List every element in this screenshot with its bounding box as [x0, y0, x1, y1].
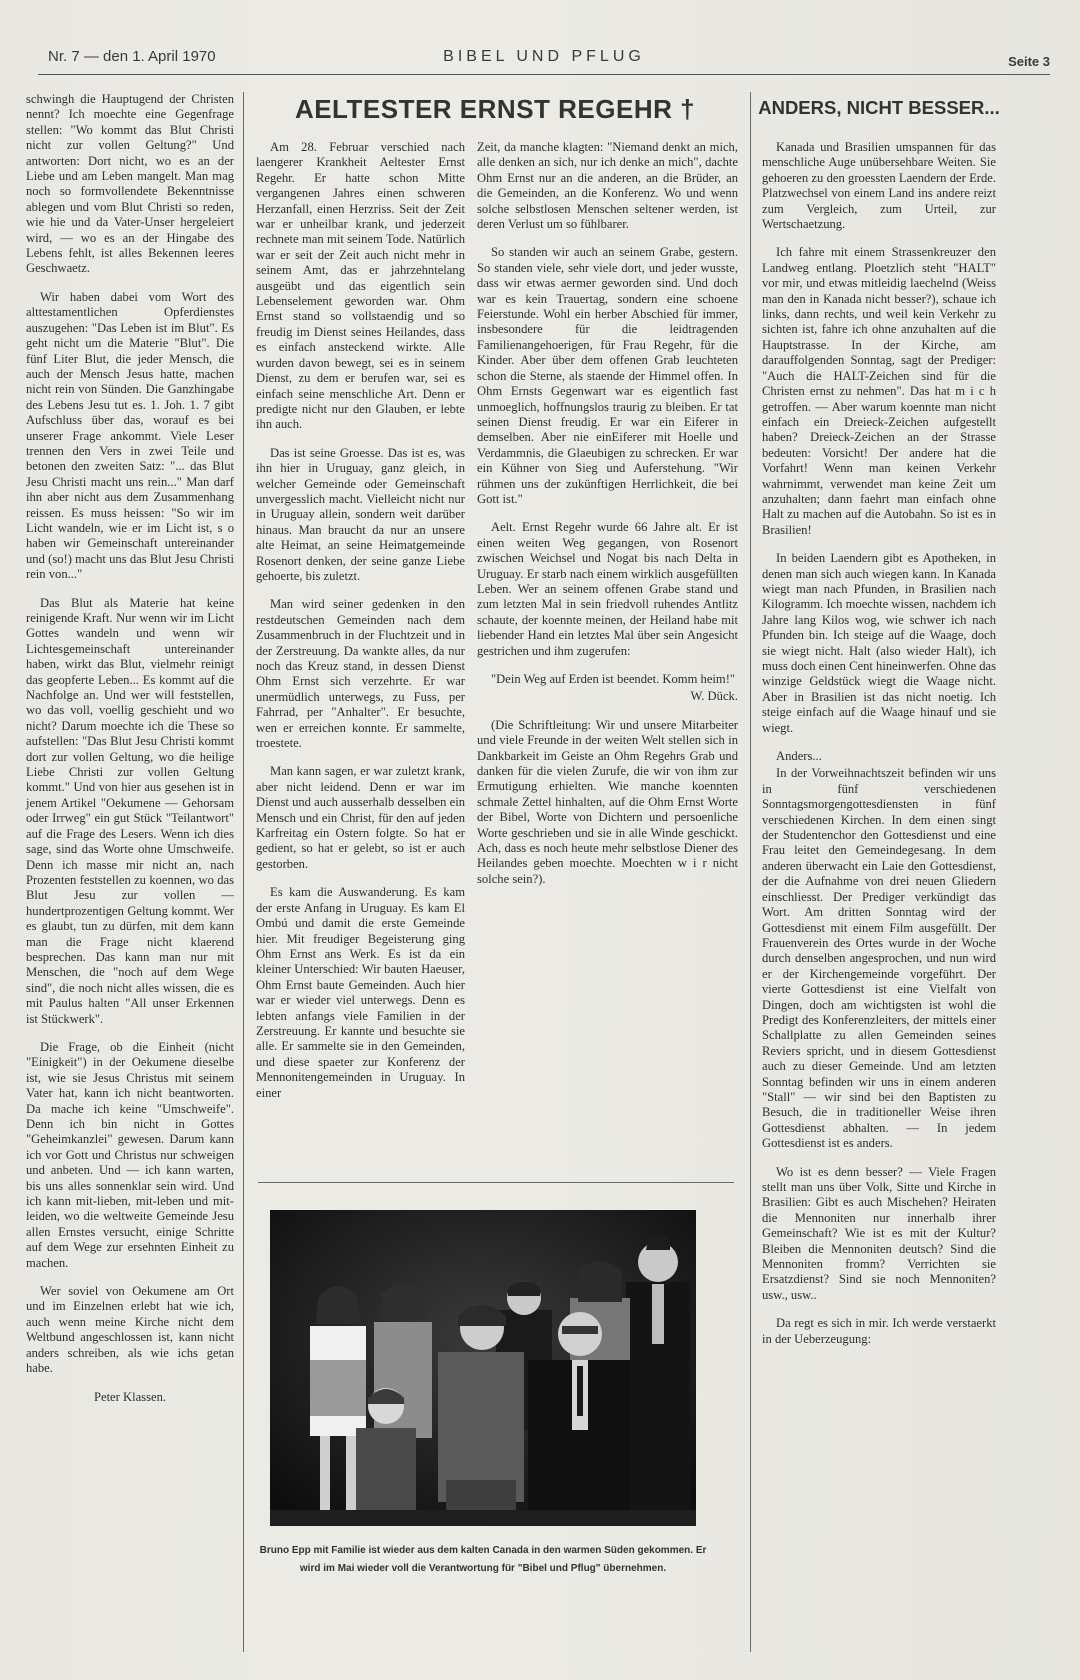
article-quote: "Dein Weg auf Erden ist beendet. Komm heim!" — [491, 672, 736, 686]
article-headline: AELTESTER ERNST REGEHR † — [294, 94, 696, 124]
article-paragraph: Wir haben dabei vom Wort des alttestamentlichen Opferdienstes auszugehen: "Das Leben ist im Blut". Es geht nicht um die Materie "Blut". Die fünf Liter Blut, die jeder Mensch, die auch der Mensch Jesus hatte, machen nicht rein von Sünden. Die Ganzhingabe des Lebens Jesu tut es. 1. Joh. 1. 7 gibt Aufschluss über das, worauf es bei unserer Frage ankommt. Viele Leser trennen den Vers in zwei Teile und betonen den zweiten Satz: "... das Blut Jesu Christi macht uns rein..." Man darf ihn aber nicht aus dem Zusammenhang reissen. Es muss heissen: "So wir im Licht wandeln, wie er im Licht ist, s o haben wir Gemeinschaft untereinander und (so!) macht uns das Blut Jesu Christi rein von..." — [26, 289, 234, 582]
article-paragraph: Da regt es sich in mir. Ich werde verstaerkt in der Ueberzeugung: — [762, 1316, 996, 1346]
column-divider — [243, 92, 244, 1652]
article-paragraph: Man wird seiner gedenken in den restdeutschen Gemeinden nach dem Zusammenbruch in der Fluchtzeit und in der Zerstreuung. Da wankte alles, da nur noch das Kreuz stand, in dessen Dienst Ohm Ernst sich verzehrte. Er war unermüdlich unterwegs, zu Fuss, per Fahrrad, per "Anhalter". Er besuchte, wen er erreichen konnte. Er sammelte, troestete. — [256, 597, 465, 751]
editor-note: (Die Schriftleitung: Wir und unsere Mitarbeiter und viele Freunde in der weiten Welt stellen sich in Dankbarkeit im Geiste an Ohm Regehrs Grab und danken für die vielen Zurufe, die wir von ihm zur Ermutigung erhielten. Wie manche koennten schmale Zettel hinhalten, auf die Ohm Ernst Worte der Bibel, Worte von Dichtern und persoenliche Worte geschrieben und sie in alle Winde geschickt. Ach, dass es noch heute mehr selbstlose Diener des Heilandes geben moechte. Moechten w i r nicht solche sein?). — [477, 717, 738, 886]
article-paragraph: So standen wir auch an seinem Grabe, gestern. So standen viele, sehr viele dort, und jeder wusste, dass wir etwas aermer geworden sind. Und doch war es kein Trauertag, sondern eine schoene Feierstunde. Wohl ein herber Abschied für immer, insbesondere für die leidtragenden Familienangehoerigen, für Frau Regehr, für die Kinder. Aber über dem offenen Grab leuchteten schon die Sterne, als staende der Himmel offen. In Ohm Ernsts Gegenwart war es eigentlich fast unmoeglich, hoffnungslos traurig zu bleiben. Er tat seinen Dienst freudig. Er war ein Eiferer in demselben. Aber nie einEiferer mit Hoelle und Verdammnis, die Glaeubigen zu schrecken. Er war ein Kühner von Sieg und Auferstehung. "Wir rühmen uns der zukünftigen Herrlichkeit, die bei Gott ist." — [477, 245, 738, 506]
column-1 — [26, 92, 234, 1418]
author-signature: W. Dück. — [690, 689, 738, 704]
article-paragraph: Ich fahre mit einem Strassenkreuzer den Landweg entlang. Ploetzlich steht "HALT" vor mir, und etwas mitleidig laechelnd (Weiss man den in Kanada nicht besser?), schaue ich links, dann rechts, und weil kein Verkehr zu sichten ist, fahre ich ohne anzuhalten auf die Hauptstrasse. In der Kirche, am darauffolgenden Sonntag, sagt der Prediger: "Auch die HALT-Zeichen sind für die Christen ernst zu nehmen". Das hat m i c h getroffen. — Aber warum koennte man nicht einfach ein Dreieck-Zeichen aufgestellt haben? Dreieck-Zeichen an der Strasse bedeuten: Vorsicht! Der andere hat die Vorfahrt! Wenn man keinen Verkehr wahrnimmt, verwendet man keine Zeit um anzuhalten; dann faehrt man einfach ohne Halt zu machen auf die Autobahn. So ist es in Brasilien! — [762, 245, 996, 537]
article-paragraph: In beiden Laendern gibt es Apotheken, in denen man sich auch wiegen kann. In Kanada wiegt man nach Pfunden, in Brasilien nach Kilogramm. Ich moechte wissen, nachdem ich Jahre lang Kilos wog, wie schwer ich nach Pfunden bin. Ich steige auf die Waage, doch sie wiegt nicht. Halt (also wieder Halt), ich muss doch einen Cent hineinwerfen. Ohne das winzige Geldstück wiegt die Waage nicht. Aber in Brasilien ist das nicht noetig. Ich steige einfach auf die Waage hinauf und sie wiegt. — [762, 551, 996, 735]
page-header — [38, 44, 1050, 75]
article-paragraph: Das ist seine Groesse. Das ist es, was ihn hier in Uruguay, ganz gleich, in welcher Gemeinde oder Gemeinschaft unvergesslich macht. Vielleicht nicht nur in Uruguay allein, sondern weit darüber hinaus. Man braucht da nur an unsere alte Heimat, an seine Heimatgemeinde Rosenort denken, der seine ganze Liebe gehoerte, bis zuletzt. — [256, 445, 465, 583]
family-photo — [270, 1210, 696, 1526]
column-4 — [762, 140, 996, 1360]
column-2 — [256, 140, 465, 1114]
article-paragraph: Aelt. Ernst Regehr wurde 66 Jahre alt. Er ist einen weiten Weg gegangen, von Rosenort zwischen Weichsel und Nogat bis nach Delta in Uruguay. Er starb nach einem wirklich ausgefüllten Leben. Wer an seinem offenen Grabe stand und zum letzten Mal in sein friedvoll ruhendes Antlitz schaute, der koennte meinen, der Heiland habe mit liebender Hand ein letztes Mal über sein Angesicht gestrichen und ihm zugerufen: — [477, 520, 738, 658]
author-signature: Peter Klassen. — [93, 1389, 167, 1404]
article-paragraph: Zeit, da manche klagten: "Niemand denkt an mich, alle denken an sich, nur ich denke an mich", dachte Ohm Ernst nur an die anderen, an die Brüder, an die Gemeinden, an die Konferenz. Wo und wenn solche selbstlosen Menschen seltener werden, ist deren Verlust um so fühlbarer. — [477, 140, 738, 232]
article-paragraph: schwingh die Hauptugend der Christen nennt? Ich moechte eine Gegenfrage stellen: "Wo kommt das Blut Christi nicht zur vollen Geltung?" Und antworten: Dort nicht, wo es an der Liebe und am Leben mangelt. Man mag noch so formvollendete Bekenntnisse ablegen und vom Blut Christi so reden, wie hie und da Vater-Unser hergeleiert wird, — wo es an der Hingabe des Lebens fehlt, ist alles Bekennen leeres Geschwaetz. — [26, 92, 234, 276]
article-paragraph: In der Vorweihnachtszeit befinden wir uns in fünf verschiedenen Sonntagsmorgengottesdiensten in fünf verschiedenen Kirchen. In dem einen singt der Studentenchor den Gottesdienst und eine Frau leitet den Gemeindegesang. In dem anderen überwacht ein Laie den Gottesdienst, der die Aufnahme von drei neuen Gliedern einschliesst. Der Prediger verkündigt das Wort. Am dritten Sonntag wird der Gottesdienst mit einem Film ausgefüllt. Der Frauenverein des Ortes wurde in der Woche durch denselben angesprochen, und nun wird er der Kirchengemeinde vorgeführt. Der vierte Gottesdienst ist eine Vielfalt von Dingen, doch am wichtigsten ist wohl die Predigt des Konferenzleiters, der mittels einer Schallplatte zu allen Gemeinden seines Reviers spricht, und in diesem Gottesdienst auch zu dieser Gemeinde. Und am letzten Sonntag befinden wir uns in einem anderen "Stall" — wir sind bei den Baptisten zu Besuch, die in traditioneller Weise ihren Gottesdienst abhalten. — In jedem Gottesdienst ist es anders. — [762, 766, 996, 1151]
page-number: Seite 3 — [1008, 54, 1050, 69]
article-paragraph: Es kam die Auswanderung. Es kam der erste Anfang in Uruguay. Es kam El Ombú und damit die erste Gemeinde hier. Mit freudiger Begeisterung ging Ohm Ernst ans Werk. Es ist da ein kleiner Unterschied: Wir bauten Haeuser, Ohm Ernst baute Gemeinden. Auch hier war er wieder viel unterwegs. Denn es lebten anfangs viele Familien in der Zerstreuung. Er kannte und besuchte sie alle. Er sammelte sie in den Gemeinden, und diese spaeter zur Konferenz der Mennonitengemeinden in Uruguay. In einer — [256, 885, 465, 1100]
article-paragraph: Wo ist es denn besser? — Viele Fragen stellt man uns über Volk, Sitte und Kirche in Brasilien: Gibt es auch Mischehen? Heiraten die Mennoniten nur innerhalb ihrer Gemeinschaft? Wie ist es mit der Kultur? Bleiben die Mennoniten deutsch? Sind die Mennoniten fromm? Verrichten sie Ersatzdienst? Sind sie noch Mennoniten? usw., usw.. — [762, 1164, 996, 1302]
photo-caption: Bruno Epp mit Familie ist wieder aus dem kalten Canada in den warmen Süden gekommen. Er wird im Mai wieder voll die Verantwortung für "Bibel und Pflug" übernehmen. — [259, 1545, 707, 1574]
article-paragraph: Die Frage, ob die Einheit (nicht "Einigkeit") in der Oekumene dieselbe ist, wie sie Jesus Christus mit seinem Vater hat, kann ich nicht beantworten. Da mache ich keine "Umschweife". Denn ich bin nicht in Gottes "Geheimkanzlei" gewesen. Darum kann ich vor Gott und Christus nur schweigen und anbeten. Und — ich kann warten, bis uns alles sonnenklar sein wird. Und ich kann mit-lieben, mit-leben und mit-leiden, wo die weltweite Gemeinde Jesu allen Ernstes versucht, einige Schritte auf dem Wege zur ersehnten Einheit zu machen. — [26, 1039, 234, 1270]
column-3 — [477, 140, 738, 900]
publication-title: BIBEL UND PFLUG — [443, 48, 645, 65]
issue-date: Nr. 7 — den 1. April 1970 — [48, 48, 216, 65]
article-paragraph: Das Blut als Materie hat keine reinigende Kraft. Nur wenn wir im Licht Gottes wandeln und wenn wir Lichtesgemeinschaft untereinander haben, wirkt das Blut, vielmehr reinigt das geopferte Leben... Es kommt auf die Nachfolge an. Und wer will feststellen, wo das voll, voellig geschieht und wo nicht? Darum moechte ich die These so aufstellen: "Das Blut Jesu Christi kommt dort zur vollen Geltung, wo die heilige Liebe Christi zur vollen Geltung kommt." Und von hier aus gesehen ist in jenem Artikel "Oekumene — Gehorsam oder Irrweg" ein gut Stück "Teilantwort" auf die Frage des Lesers. Wenn ich dies sage, sind das Worte ohne Umschweife. Denn ich masse mir nicht an, nach Prozenten feststellen zu koennen, wo das Blut Jesu zur vollen — hundertprozentigen Geltung kommt. Wer es glaubt, tun zu dürfen, mit dem kann man die Frage nicht klaerend besprechen. Das kann man nur mit Menschen, die "noch auf dem Wege sind", die noch nicht alles wissen, die es mit Paulus halten "All unser Erkennen ist Stückwerk". — [26, 595, 234, 1026]
article-paragraph: Wer soviel von Oekumene am Ort und im Einzelnen erlebt hat wie ich, auch wenn meine Kirche nicht dem Weltbund angeschlossen ist, kann nicht anders schreiben, als wie ichs getan habe. — [26, 1284, 234, 1376]
article-paragraph: Man kann sagen, er war zuletzt krank, aber nicht leidend. Denn er war im Dienst und auch ausserhalb desselben ein Mensch und ein Christ, für den auf jeden Karfreitag ein Ostern folgte. So hat er gedient, so hat er gelebt, so ist er auch gestorben. — [256, 764, 465, 871]
article-headline-right: ANDERS, NICHT BESSER... — [758, 97, 1000, 118]
column-divider — [750, 92, 751, 1652]
article-paragraph: Anders... — [776, 749, 822, 764]
section-divider — [258, 1182, 734, 1183]
family-photo-image — [270, 1210, 696, 1526]
article-paragraph: Am 28. Februar verschied nach laengerer Krankheit Aeltester Ernst Regehr. Er hatte schon Mitte vergangenen Jahres einen schweren Herzanfall, einen Herzriss. Seit der Zeit war er unheilbar krank, und jederzeit rechnete man mit seinem Tode. Natürlich war er seit der Zeit auch nicht mehr in seinem Amt, das er jahrzehntelang ausgeübt und das eigentlich sein Lebenselement geworden war. Ohm Ernst stand so vollstaendig und so freudig im Dienst seines Heilandes, dass es einfach ansteckend wirkte. Alle wurden davon bewegt, sei es in seinem Dienst, zu dem er berufen war, sei es einfach seine menschliche Art. Denn er predigte nicht nur den Glauben, er lebte ihn auch. — [256, 140, 465, 432]
article-paragraph: Kanada und Brasilien umspannen für das menschliche Auge unübersehbare Weiten. Sie gehoeren zu den groessten Laendern der Erde. Platzwechsel von einem Land ins andere reizt zum Vergleich, zum Urteil, zur Wertschaetzung. — [762, 140, 996, 232]
